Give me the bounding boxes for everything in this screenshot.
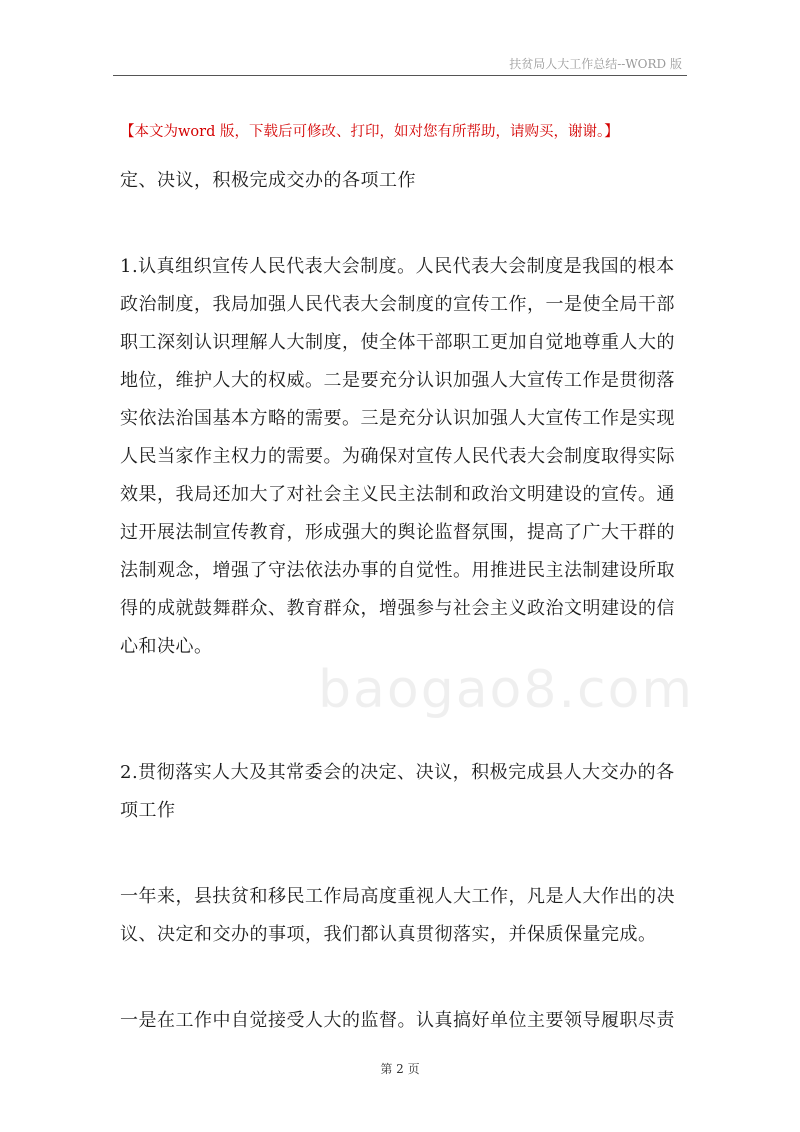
watermark: baogao8.com bbox=[318, 660, 695, 720]
paragraph-continuation: 定、决议，积极完成交办的各项工作 bbox=[120, 170, 416, 191]
body-text bbox=[120, 1002, 685, 1040]
header-divider bbox=[113, 75, 687, 76]
body-text bbox=[120, 162, 685, 200]
purchase-notice: 【本文为word 版，下载后可修改、打印，如对您有所帮助，请购买，谢谢。】 bbox=[120, 124, 619, 140]
body-text bbox=[120, 878, 685, 954]
paragraph-year-summary: 一年来，县扶贫和移民工作局高度重视人大工作，凡是人大作出的决议、决定和交办的事项，我们都认真贯彻落实，并保质保量完成。 bbox=[120, 886, 675, 945]
paragraph-item-2-heading: 2.贯彻落实人大及其常委会的决定、决议，积极完成县人大交办的各项工作 bbox=[120, 762, 675, 821]
body-text bbox=[120, 248, 685, 666]
page-number: 第 2 页 bbox=[380, 1062, 420, 1076]
body-text bbox=[120, 754, 685, 830]
paragraph-item-1: 1.认真组织宣传人民代表大会制度。人民代表大会制度是我国的根本政治制度，我局加强人民代表大会制度的宣传工作，一是使全局干部职工深刻认识理解人大制度，使全体干部职工更加自觉地尊重人大的地位，维护人大的权威。二是要充分认识加强人大宣传工作是贯彻落实依法治国基本方略的需要。三是充分认识加强人大宣传工作是实现人民当家作主权力的需要。为确保对宣传人民代表大会制度取得实际效果，我局还加大了对社会主义民主法制和政治文明建设的宣传。通过开展法制宣传教育，形成强大的舆论监督氛围，提高了广大干群的法制观念，增强了守法依法办事的自觉性。用推进民主法制建设所取得的成就鼓舞群众、教育群众，增强参与社会主义政治文明建设的信心和决心。 bbox=[120, 256, 675, 657]
header-title: 扶贫局人大工作总结--WORD 版 bbox=[509, 57, 682, 71]
paragraph-supervision: 一是在工作中自觉接受人大的监督。认真搞好单位主要领导履职尽责 bbox=[120, 1010, 675, 1031]
